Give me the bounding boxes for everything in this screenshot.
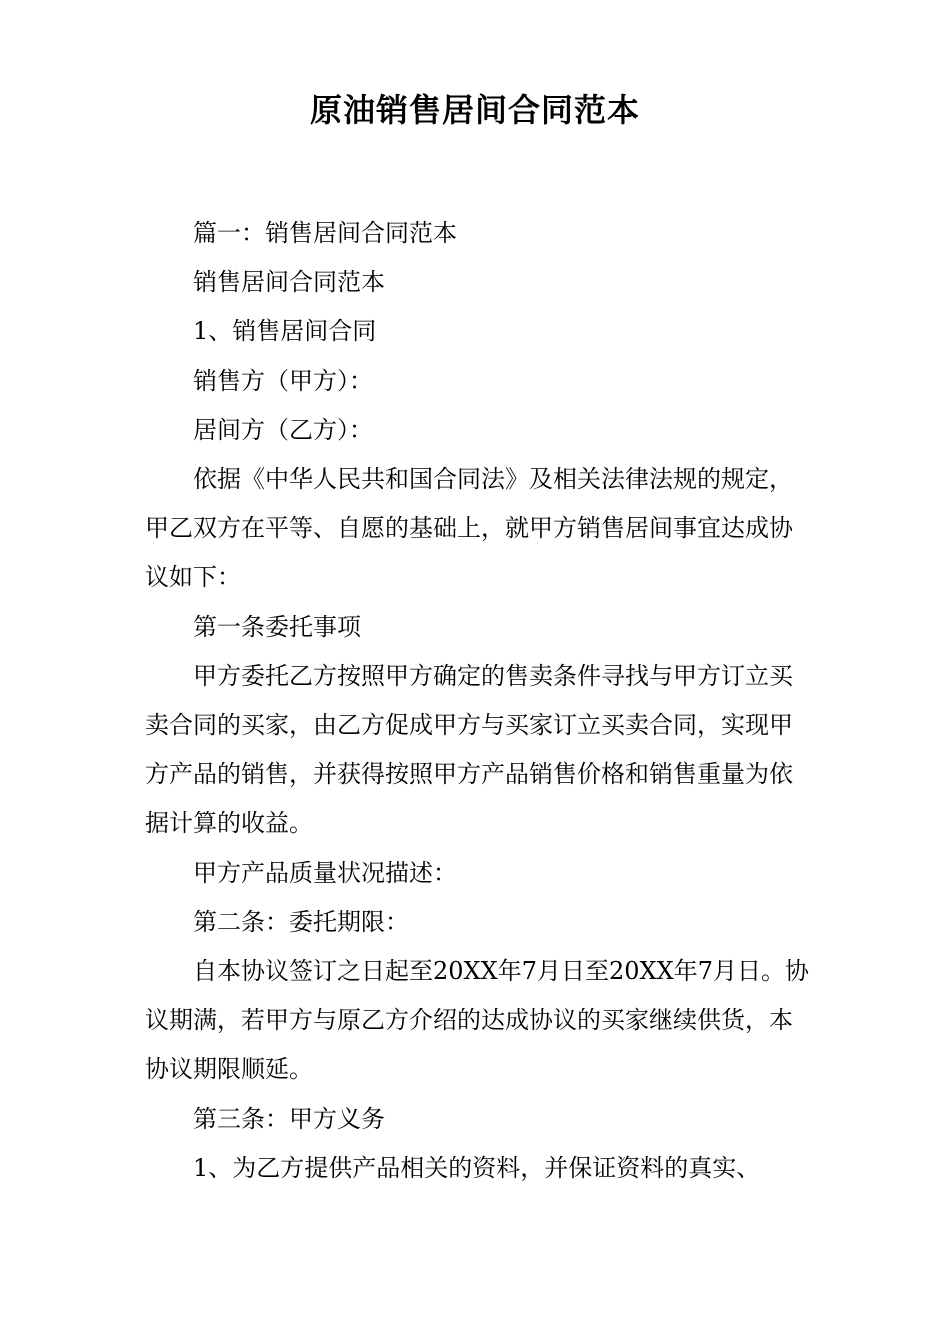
paragraph-article-3-item-1: 1、为乙方提供产品相关的资料，并保证资料的真实、 xyxy=(193,1153,761,1182)
paragraph-article-1-heading: 第一条委托事项 xyxy=(193,612,361,641)
paragraph-seller-party: 销售方（甲方）： xyxy=(193,366,373,395)
paragraph-contract-title: 销售居间合同范本 xyxy=(193,268,385,297)
document-title: 原油销售居间合同范本 xyxy=(309,91,640,129)
paragraph-article-2-body: 自本协议签订之日起至20XX年7月日至20XX年7月日。协议期满，若甲方与原乙方介绍的达成协议的买家继续供货，本协议期限顺延。 xyxy=(145,957,809,1084)
paragraph-article-3-heading: 第三条：甲方义务 xyxy=(193,1104,385,1133)
paragraph-heading-part-one: 篇一：销售居间合同范本 xyxy=(193,219,457,247)
document-body xyxy=(145,209,810,1193)
paragraph-preamble: 依据《中华人民共和国合同法》及相关法律法规的规定，甲乙双方在平等、自愿的基础上，就甲方销售居间事宜达成协议如下： xyxy=(145,465,793,592)
paragraph-broker-party: 居间方（乙方）： xyxy=(193,415,373,444)
paragraph-article-1-body: 甲方委托乙方按照甲方确定的售卖条件寻找与甲方订立买卖合同的买家，由乙方促成甲方与买家订立买卖合同，实现甲方产品的销售，并获得按照甲方产品销售价格和销售重量为依据计算的收益。 xyxy=(145,661,793,838)
paragraph-article-2-heading: 第二条：委托期限： xyxy=(193,907,409,936)
paragraph-quality-description: 甲方产品质量状况描述： xyxy=(193,858,457,887)
paragraph-section-1: 1、销售居间合同 xyxy=(193,317,377,346)
